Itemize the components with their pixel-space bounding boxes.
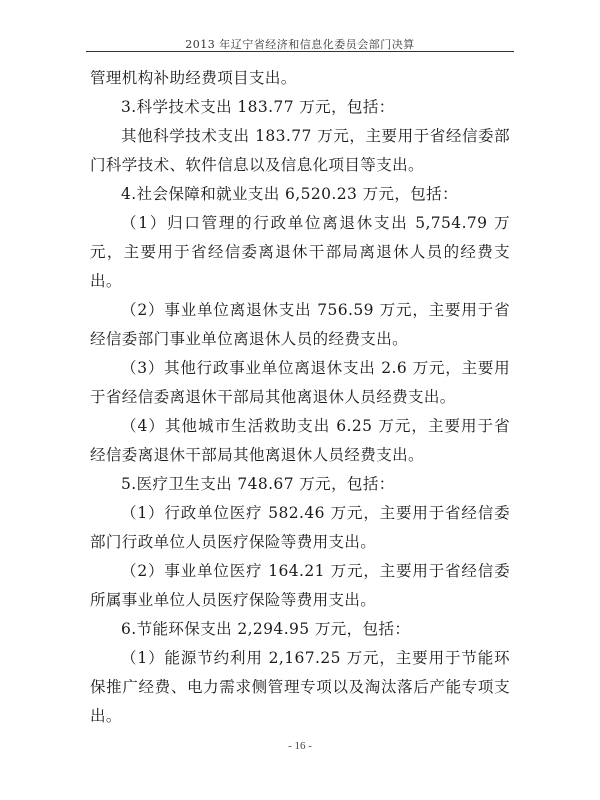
document-body: [90, 64, 510, 731]
heading-energy-environment: 6.节能环保支出 2,294.95 万元，包括：: [121, 620, 411, 638]
heading-social-security: 4.社会保障和就业支出 6,520.23 万元，包括：: [121, 185, 458, 203]
paragraph-institution-medical: （2）事业单位医疗 164.21 万元，主要用于省经信委所属事业单位人员医疗保险等费用支出。: [90, 562, 510, 609]
heading-science-technology: 3.科学技术支出 183.77 万元，包括：: [121, 98, 395, 116]
paragraph-admin-retirement: （1）归口管理的行政单位离退休支出 5,754.79 万元，主要用于省经信委离退休干部局离退休人员的经费支出。: [90, 214, 510, 290]
paragraph-energy-saving: （1）能源节约利用 2,167.25 万元，主要用于节能环保推广经费、电力需求侧管理专项以及淘汰落后产能专项支出。: [90, 649, 510, 725]
paragraph-admin-medical: （1）行政单位医疗 582.46 万元，主要用于省经信委部门行政单位人员医疗保险等费用支出。: [90, 504, 510, 551]
paragraph-science-technology-other: 其他科学技术支出 183.77 万元，主要用于省经信委部门科学技术、软件信息以及信息化项目等支出。: [90, 127, 510, 174]
header-divider: [86, 51, 514, 52]
page-header: 2013 年辽宁省经济和信息化委员会部门决算: [185, 38, 415, 51]
paragraph-institution-retirement: （2）事业单位离退休支出 756.59 万元，主要用于省经信委部门事业单位离退休人员的经费支出。: [90, 301, 510, 348]
paragraph-continuation: 管理机构补助经费项目支出。: [90, 69, 297, 87]
page-number: - 16 -: [288, 740, 312, 752]
heading-medical-health: 5.医疗卫生支出 748.67 万元，包括：: [121, 475, 395, 493]
paragraph-urban-relief: （4）其他城市生活救助支出 6.25 万元，主要用于省经信委离退休干部局其他离退休人员经费支出。: [90, 417, 510, 464]
paragraph-other-retirement: （3）其他行政事业单位离退休支出 2.6 万元，主要用于省经信委离退休干部局其他离退休人员经费支出。: [90, 359, 510, 406]
